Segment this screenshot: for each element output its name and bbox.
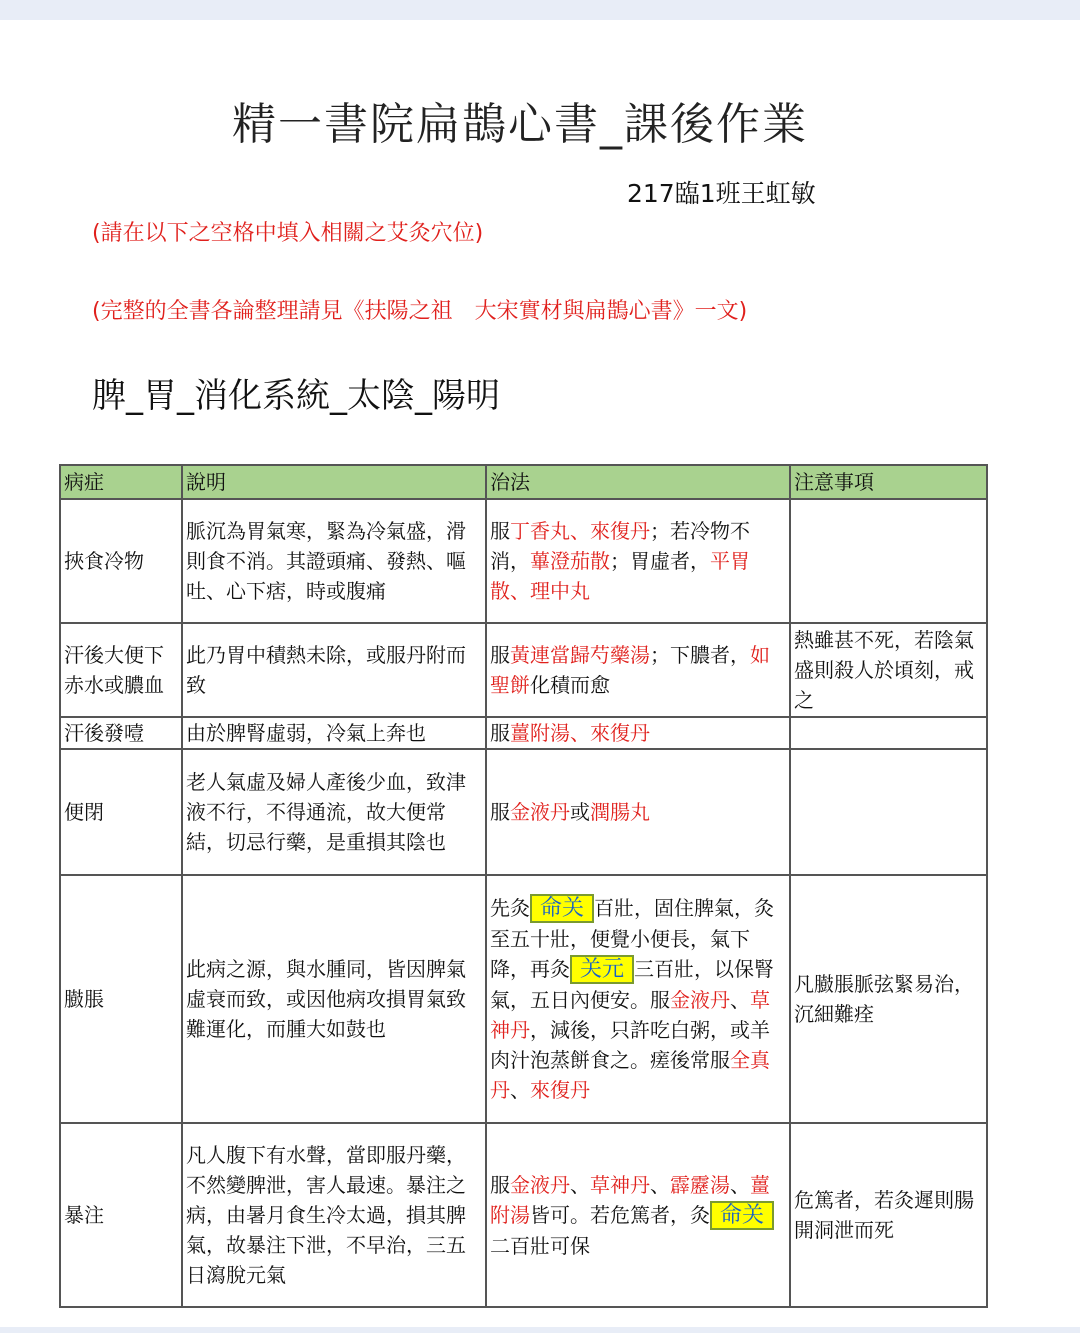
- table-row: [60, 499, 987, 623]
- disease-cell: 汗後發噎: [60, 717, 182, 749]
- treatment-cell: 服黃連當歸芍藥湯；下膿者，如聖餅化積而愈: [486, 623, 790, 717]
- section-heading: 脾_胃_消化系統_太陰_陽明: [92, 376, 500, 416]
- author-label: 217臨1班王虹敏: [627, 179, 816, 208]
- notes-cell: [790, 717, 987, 749]
- table-row: [60, 623, 987, 717]
- notes-cell: [790, 499, 987, 623]
- treatment-cell: 先灸 命关 百壯，固住脾氣，灸至五十壯，便覺小便長，氣下降，再灸 关元 三百壯，以保腎氣，五日內便安。服金液丹、草神丹，減後，只許吃白粥，或羊肉汁泡蒸餅食之。瘥後常服全真丹、來復丹: [486, 875, 790, 1123]
- table-row: [60, 749, 987, 875]
- disease-cell: 便閉: [60, 749, 182, 875]
- treatment-cell: 服薑附湯、來復丹: [486, 717, 790, 749]
- acupoint-highlight: 关元: [570, 955, 634, 984]
- explain-cell: 此病之源，與水腫同，皆因脾氣虛衰而致，或因他病攻損胃氣致難運化，而腫大如鼓也: [182, 875, 486, 1123]
- treatment-cell: 服金液丹、草神丹、霹靂湯、薑附湯皆可。若危篤者，灸 命关二百壯可保: [486, 1123, 790, 1307]
- explain-cell: 凡人腹下有水聲，當即服丹藥，不然變脾泄，害人最速。暴注之病，由暑月食生冷太過，損其脾氣，故暴注下泄，不早治，三五日瀉脫元氣: [182, 1123, 486, 1307]
- treatment-cell: 服丁香丸、來復丹；若冷物不消，蓽澄茄散；胃虛者，平胃散、理中丸: [486, 499, 790, 623]
- table-row: [60, 875, 987, 1123]
- header-explain: 說明: [182, 465, 486, 499]
- remedy-table: [59, 464, 988, 1308]
- header-notes: 注意事項: [790, 465, 987, 499]
- table-row: [60, 1123, 987, 1307]
- bottom-bar: [0, 1327, 1080, 1333]
- explain-cell: 此乃胃中積熱未除，或服丹附而致: [182, 623, 486, 717]
- table-row: [60, 717, 987, 749]
- table-header-row: [60, 465, 987, 499]
- notes-cell: [790, 749, 987, 875]
- reference-note: (完整的全書各論整理請見《扶陽之祖 大宋實材與扁鵲心書》一文): [92, 299, 748, 324]
- treatment-cell: 服金液丹或潤腸丸: [486, 749, 790, 875]
- disease-cell: 汗後大便下赤水或膿血: [60, 623, 182, 717]
- disease-cell: 暴注: [60, 1123, 182, 1307]
- header-treatment: 治法: [486, 465, 790, 499]
- top-bar: [0, 0, 1080, 20]
- explain-cell: 脈沉為胃氣寒，緊為冷氣盛，滑則食不消。其證頭痛、發熱、嘔吐、心下痞，時或腹痛: [182, 499, 486, 623]
- disease-cell: 挾食冷物: [60, 499, 182, 623]
- explain-cell: 由於脾腎虛弱，冷氣上奔也: [182, 717, 486, 749]
- notes-cell: 熱雖甚不死，若陰氣盛則殺人於頃刻，戒之: [790, 623, 987, 717]
- explain-cell: 老人氣虛及婦人產後少血，致津液不行，不得通流，故大便常結，切忌行藥，是重損其陰也: [182, 749, 486, 875]
- acupoint-highlight: 命关: [530, 894, 594, 923]
- disease-cell: 臌脹: [60, 875, 182, 1123]
- notes-cell: 危篤者，若灸遲則腸開洞泄而死: [790, 1123, 987, 1307]
- instruction-note: (請在以下之空格中填入相關之艾灸穴位): [92, 221, 484, 246]
- notes-cell: 凡臌脹脈弦緊易治，沉細難痊: [790, 875, 987, 1123]
- document-title: 精一書院扁鵲心書_課後作業: [232, 99, 808, 150]
- header-disease: 病症: [60, 465, 182, 499]
- acupoint-highlight: 命关: [710, 1201, 774, 1230]
